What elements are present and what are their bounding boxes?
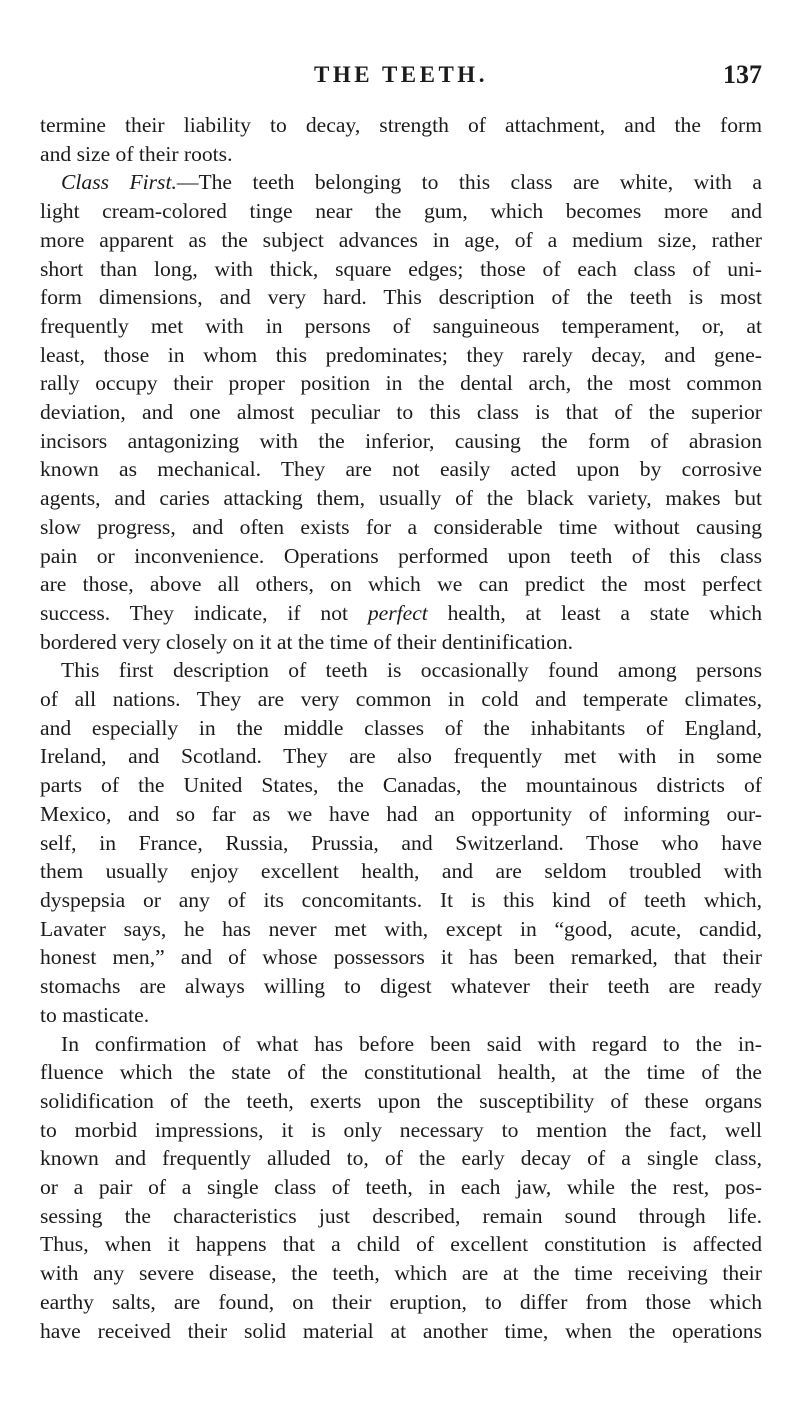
text-line: Lavater says, he has never met with, except in “good, acute, candid, [40, 916, 762, 941]
text-line: to morbid impressions, it is only necessary to mention the fact, well [40, 1117, 762, 1142]
text-line: rally occupy their proper position in the dental arch, the most common [40, 371, 762, 396]
text-line: with any severe disease, the teeth, which are at the time receiving their [40, 1261, 762, 1286]
text-run: success. They indicate, if not [40, 600, 368, 625]
text-line: This first description of teeth is occasionally found among persons [61, 658, 762, 683]
text-line: bordered very closely on it at the time of their dentinification. [40, 629, 574, 654]
text-line: incisors antagonizing with the inferior, causing the form of abrasion [40, 428, 762, 453]
text-line: have received their solid material at another time, when the operations [40, 1318, 762, 1343]
text-line: dyspepsia or any of its concomitants. It is this kind of teeth which, [40, 887, 762, 912]
text-line: frequently met with in persons of sanguineous temperament, or, at [40, 313, 762, 338]
text-line: Mexico, and so far as we have had an opportunity of informing our- [40, 801, 762, 826]
text-line: known as mechanical. They are not easily acted upon by corrosive [40, 457, 762, 482]
text-line: or a pair of a single class of teeth, in each jaw, while the rest, pos- [40, 1175, 762, 1200]
text-line: form dimensions, and very hard. This description of the teeth is most [40, 285, 762, 310]
text-line: deviation, and one almost peculiar to this class is that of the superior [40, 400, 762, 425]
text-line: Ireland, and Scotland. They are also frequently met with in some [40, 744, 762, 769]
text-line: light cream-colored tinge near the gum, which becomes more and [40, 199, 762, 224]
text-line: solidification of the teeth, exerts upon the susceptibility of these organs [40, 1088, 762, 1113]
text-line: and size of their roots. [40, 141, 233, 166]
text-line: of all nations. They are very common in cold and temperate climates, [40, 687, 762, 712]
text-line: short than long, with thick, square edges; those of each class of uni- [40, 256, 762, 281]
text-line: and especially in the middle classes of the inhabitants of England, [40, 715, 762, 740]
text-line: sessing the characteristics just described, remain sound through life. [40, 1203, 762, 1228]
text-line: are those, above all others, on which we can predict the most perfect [40, 572, 762, 597]
text-line: known and frequently alluded to, of the early decay of a single class, [40, 1146, 762, 1171]
text-line: stomachs are always willing to digest whatever their teeth are ready [40, 974, 762, 999]
text-line: least, those in whom this predominates; they rarely decay, and gene- [40, 342, 762, 367]
text-line: them usually enjoy excellent health, and are seldom troubled with [40, 859, 762, 884]
emphasis-perfect: perfect [367, 600, 428, 625]
text-line [40, 168, 762, 197]
body-text [40, 111, 762, 1345]
text-line: more apparent as the subject advances in age, of a medium size, rather [40, 227, 762, 252]
text-line: termine their liability to decay, strength of attachment, and the form [40, 113, 762, 137]
text-line: agents, and caries attacking them, usually of the black variety, makes but [40, 486, 762, 511]
text-run: —The teeth belonging to this class are white, with a [176, 170, 762, 195]
running-head [40, 62, 762, 94]
text-line: self, in France, Russia, Prussia, and Switzerland. Those who have [40, 830, 762, 855]
text-line: honest men,” and of whose possessors it has been remarked, that their [40, 945, 762, 970]
text-line: earthy salts, are found, on their eruption, to differ from those which [40, 1289, 762, 1314]
text-line: slow progress, and often exists for a considerable time without causing [40, 514, 762, 539]
text-line: Thus, when it happens that a child of excellent constitution is affected [40, 1232, 762, 1257]
running-title: THE TEETH. [314, 62, 488, 87]
text-line: fluence which the state of the constitutional health, at the time of the [40, 1060, 762, 1085]
text-line: parts of the United States, the Canadas, the mountainous districts of [40, 773, 762, 798]
text-line [40, 599, 762, 628]
text-line: pain or inconvenience. Operations performed upon teeth of this class [40, 543, 762, 568]
class-heading: Class First. [61, 170, 177, 195]
text-line: to masticate. [40, 1002, 150, 1027]
text-run: health, at least a state which [427, 600, 763, 625]
text-line: In confirmation of what has before been said with regard to the in- [61, 1031, 762, 1056]
page-number: 137 [723, 60, 762, 89]
